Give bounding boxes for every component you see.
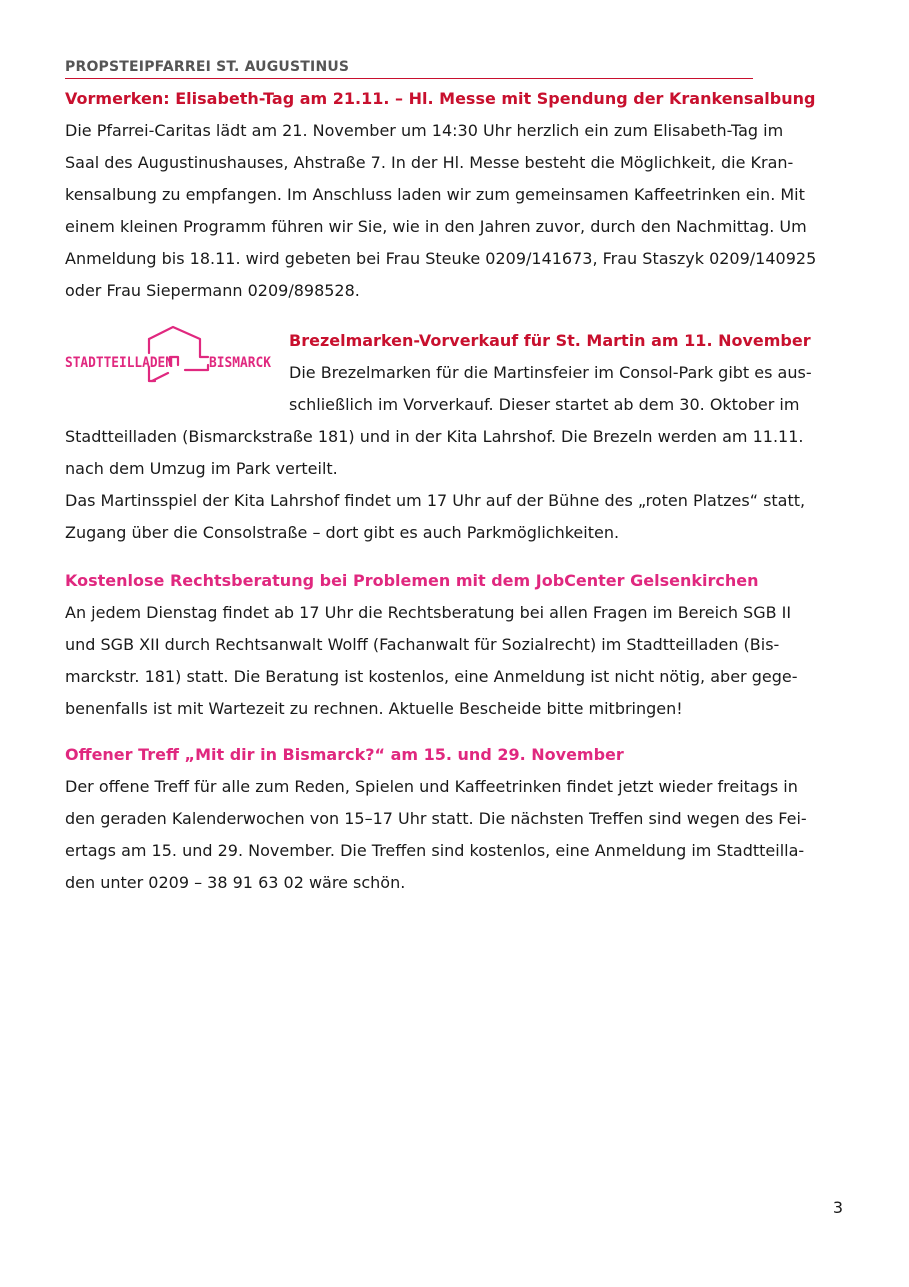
section-body-beside-logo	[289, 357, 812, 421]
section-title: Kostenlose Rechtsberatung bei Problemen mit dem JobCenter Gelsenkirchen	[65, 571, 759, 590]
section-title: Brezelmarken-Vorverkauf für St. Martin am 11. November	[289, 331, 811, 350]
section-body	[65, 421, 845, 549]
body-line: ertags am 15. und 29. November. Die Treffen sind kostenlos, eine Anmeldung im Stadtteilla-	[65, 841, 805, 860]
body-line: und SGB XII durch Rechtsanwalt Wolff (Fachanwalt für Sozialrecht) im Stadtteilladen (Bis-	[65, 635, 780, 654]
page-number: 3	[832, 1198, 843, 1217]
section-body	[65, 771, 845, 899]
body-line: marckstr. 181) statt. Die Beratung ist kostenlos, eine Anmeldung ist nicht nötig, aber gege-	[65, 667, 798, 686]
body-line: den geraden Kalenderwochen von 15–17 Uhr statt. Die nächsten Treffen sind wegen des Fei-	[65, 809, 807, 828]
logo-right-text: BISMARCK	[209, 355, 272, 371]
document-page	[65, 58, 845, 899]
body-line: Das Martinsspiel der Kita Lahrshof findet um 17 Uhr auf der Bühne des „roten Platzes“ statt,	[65, 491, 806, 510]
logo-row	[65, 325, 845, 421]
section-gap	[65, 549, 845, 565]
section-body	[65, 597, 845, 725]
body-line: den unter 0209 – 38 91 63 02 wäre schön.	[65, 873, 406, 892]
body-line: Zugang über die Consolstraße – dort gibt es auch Parkmöglichkeiten.	[65, 523, 620, 542]
logo-left-text: STADTTEILLADEN	[65, 355, 173, 371]
section-offener-treff	[65, 739, 845, 899]
section-gap	[65, 725, 845, 739]
body-line: An jedem Dienstag findet ab 17 Uhr die Rechtsberatung bei allen Fragen im Bereich SGB II	[65, 603, 792, 622]
body-line: Die Pfarrei-Caritas lädt am 21. November um 14:30 Uhr herzlich ein zum Elisabeth-Tag im	[65, 121, 784, 140]
stadtteilladen-logo	[65, 325, 275, 389]
page-header: PROPSTEIPFARREI ST. AUGUSTINUS	[65, 58, 753, 79]
body-line: Saal des Augustinushauses, Ahstraße 7. In der Hl. Messe besteht die Möglichkeit, die Kran-	[65, 153, 794, 172]
body-line: Anmeldung bis 18.11. wird gebeten bei Frau Steuke 0209/141673, Frau Staszyk 0209/140925	[65, 249, 817, 268]
body-line: kensalbung zu empfangen. Im Anschluss laden wir zum gemeinsamen Kaffeetrinken ein. Mit	[65, 185, 805, 204]
section-brezelmarken	[65, 325, 845, 549]
section-title: Vormerken: Elisabeth-Tag am 21.11. – Hl. Messe mit Spendung der Krankensalbung	[65, 89, 816, 108]
section-body	[65, 115, 845, 307]
body-line: Der offene Treff für alle zum Reden, Spielen und Kaffeetrinken findet jetzt wieder freitags in	[65, 777, 798, 796]
section-gap	[65, 307, 845, 325]
body-line: benenfalls ist mit Wartezeit zu rechnen. Aktuelle Bescheide bitte mitbringen!	[65, 699, 683, 718]
body-line: Stadtteilladen (Bismarckstraße 181) und in der Kita Lahrshof. Die Brezeln werden am 11.11.	[65, 427, 804, 446]
body-line: einem kleinen Programm führen wir Sie, wie in den Jahren zuvor, durch den Nachmittag. Um	[65, 217, 807, 236]
body-line: Die Brezelmarken für die Martinsfeier im Consol-Park gibt es aus-	[289, 363, 812, 382]
section-elisabeth-tag	[65, 83, 845, 307]
logo-side-text	[289, 325, 812, 421]
body-line: oder Frau Siepermann 0209/898528.	[65, 281, 360, 300]
body-line: nach dem Umzug im Park verteilt.	[65, 459, 338, 478]
section-rechtsberatung	[65, 565, 845, 725]
body-line: schließlich im Vorverkauf. Dieser startet ab dem 30. Oktober im	[289, 395, 800, 414]
section-title: Offener Treff „Mit dir in Bismarck?“ am 15. und 29. November	[65, 745, 624, 764]
